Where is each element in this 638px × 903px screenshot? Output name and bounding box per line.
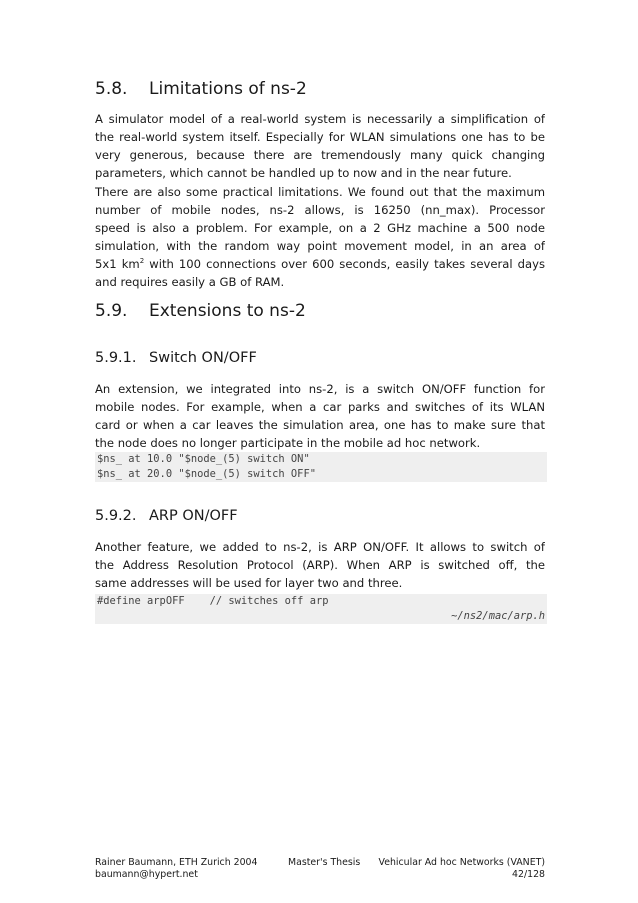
section-title: ARP ON/OFF — [149, 508, 238, 524]
paragraph-simulator-model — [95, 110, 545, 182]
section-number: 5.8. — [95, 79, 128, 99]
code-line: $ns_ at 20.0 "$node_(5) switch OFF" — [97, 468, 316, 480]
text-line: simulation, with the random way point movement model, in an area of — [95, 239, 545, 253]
footer-row — [95, 857, 545, 869]
text-line: number of mobile nodes, ns-2 allows, is 16250 (nn_max). Processor — [95, 203, 545, 217]
text-line: A simulator model of a real-world system is necessarily a simplification of — [95, 112, 545, 126]
paragraph-switch-onoff — [95, 380, 545, 452]
page-footer — [95, 857, 545, 881]
footer-doc-type: Master's Thesis — [288, 857, 361, 868]
footer-row — [95, 869, 545, 881]
text-line: Another feature, we added to ns-2, is ARP ON/OFF. It allows to switch of — [95, 540, 545, 554]
text-line: speed is also a problem. For example, on a 2 GHz machine a 500 node — [95, 221, 545, 235]
footer-author: Rainer Baumann, ETH Zurich 2004 — [95, 857, 258, 868]
code-line: $ns_ at 10.0 "$node_(5) switch ON" — [97, 453, 310, 465]
code-file-path: ~/ns2/mac/arp.h — [451, 610, 545, 622]
text-line: same addresses will be used for layer two and three. — [95, 576, 403, 590]
text-fragment: with 100 connections over 600 seconds, easily takes several days — [144, 257, 545, 271]
text-line: An extension, we integrated into ns-2, is a switch ON/OFF function for — [95, 382, 545, 396]
section-title: Switch ON/OFF — [149, 350, 257, 366]
section-title: Extensions to ns-2 — [149, 301, 306, 321]
text-line: and requires easily a GB of RAM. — [95, 275, 285, 289]
section-number: 5.9.1. — [95, 350, 137, 366]
paragraph-arp-onoff — [95, 538, 545, 592]
text-line — [95, 255, 545, 273]
text-line: card or when a car leaves the simulation area, one has to make sure that — [95, 418, 545, 432]
section-heading-5-9-2 — [95, 506, 238, 526]
section-heading-5-9-1 — [95, 348, 257, 368]
section-number: 5.9. — [95, 301, 128, 321]
text-line: parameters, which cannot be handled up to now and in the near future. — [95, 166, 512, 180]
code-block-switch — [95, 452, 547, 482]
text-line: very generous, because there are tremendously many quick changing — [95, 148, 545, 162]
text-line: the Address Resolution Protocol (ARP). When ARP is switched off, the — [95, 558, 545, 572]
text-fragment: 5x1 km — [95, 257, 140, 271]
text-line: There are also some practical limitations. We found out that the maximum — [95, 185, 545, 199]
section-heading-5-8 — [95, 78, 307, 100]
footer-page-number: 42/128 — [512, 869, 545, 880]
section-number: 5.9.2. — [95, 508, 137, 524]
footer-email: baumann@hypert.net — [95, 869, 198, 880]
superscript: 2 — [139, 257, 145, 266]
section-heading-5-9 — [95, 300, 306, 322]
text-line: mobile nodes. For example, when a car parks and switches of its WLAN — [95, 400, 545, 414]
text-line: the node does no longer participate in the mobile ad hoc network. — [95, 436, 481, 450]
footer-title: Vehicular Ad hoc Networks (VANET) — [378, 857, 545, 868]
text-line: the real-world system itself. Especially for WLAN simulations one has to be — [95, 130, 545, 144]
code-block-arp — [95, 594, 547, 624]
paragraph-practical-limitations — [95, 183, 545, 291]
section-title: Limitations of ns-2 — [149, 79, 307, 99]
code-line: #define arpOFF // switches off arp — [97, 595, 329, 607]
